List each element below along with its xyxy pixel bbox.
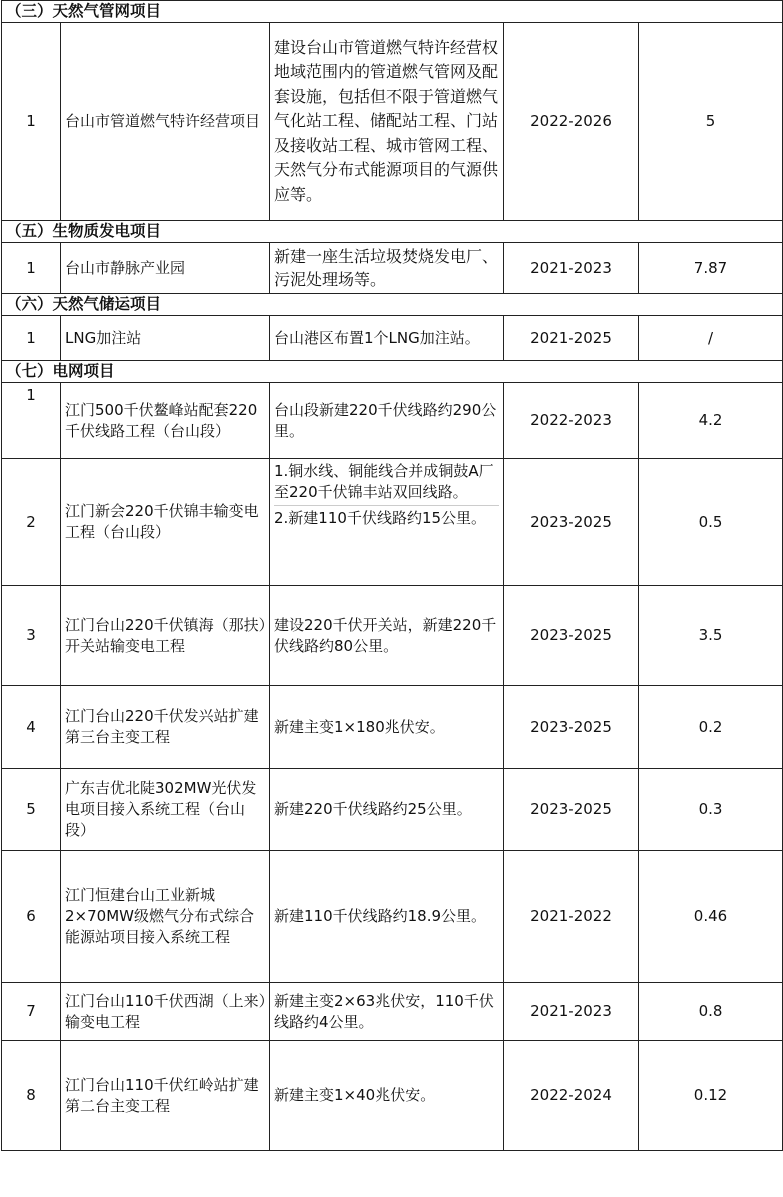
project-investment: 4.2	[639, 383, 783, 459]
table-row	[2, 316, 783, 361]
project-name: 台山市静脉产业园	[61, 243, 270, 294]
section-row	[2, 1, 783, 23]
project-content: 新建主变1×40兆伏安。	[270, 1041, 504, 1151]
project-investment: 0.8	[639, 983, 783, 1041]
content-item-1: 1.铜水线、铜能线合并成铜鼓A厂至220千伏锦丰站双回线路。	[274, 459, 499, 506]
row-number: 7	[2, 983, 61, 1041]
row-number: 1	[2, 23, 61, 221]
project-content: 新建110千伏线路约18.9公里。	[270, 851, 504, 983]
project-name: 江门500千伏鳌峰站配套220千伏线路工程（台山段）	[61, 383, 270, 459]
table-row	[2, 983, 783, 1041]
row-number: 1	[2, 243, 61, 294]
section-row	[2, 361, 783, 383]
project-investment: 0.2	[639, 686, 783, 769]
table-row	[2, 769, 783, 851]
project-investment: 0.46	[639, 851, 783, 983]
table-row	[2, 586, 783, 686]
project-name: 江门恒建台山工业新城2×70MW级燃气分布式综合能源站项目接入系统工程	[61, 851, 270, 983]
section-title-biomass: （五）生物质发电项目	[2, 221, 783, 243]
section-title-gas-network: （三）天然气管网项目	[2, 1, 783, 23]
project-content: 新建主变1×180兆伏安。	[270, 686, 504, 769]
project-investment: 0.3	[639, 769, 783, 851]
content-item-2: 2.新建110千伏线路约15公里。	[274, 509, 487, 527]
table-row	[2, 459, 783, 586]
project-investment: 3.5	[639, 586, 783, 686]
project-period: 2022-2023	[504, 383, 639, 459]
project-period: 2021-2025	[504, 316, 639, 361]
project-name: 广东吉优北陡302MW光伏发电项目接入系统工程（台山段）	[61, 769, 270, 851]
table-row	[2, 686, 783, 769]
project-name: LNG加注站	[61, 316, 270, 361]
project-investment: 5	[639, 23, 783, 221]
row-number: 3	[2, 586, 61, 686]
project-name: 江门台山220千伏镇海（那扶）开关站输变电工程	[61, 586, 270, 686]
table-row	[2, 851, 783, 983]
project-name: 江门台山110千伏红岭站扩建第二台主变工程	[61, 1041, 270, 1151]
project-period: 2022-2026	[504, 23, 639, 221]
project-name: 江门新会220千伏锦丰输变电工程（台山段）	[61, 459, 270, 586]
project-table	[1, 0, 783, 1151]
project-period: 2023-2025	[504, 769, 639, 851]
project-content: 新建主变2×63兆伏安，110千伏线路约4公里。	[270, 983, 504, 1041]
project-period: 2021-2022	[504, 851, 639, 983]
project-name: 江门台山220千伏发兴站扩建第三台主变工程	[61, 686, 270, 769]
project-name: 江门台山110千伏西湖（上来）输变电工程	[61, 983, 270, 1041]
project-investment: 7.87	[639, 243, 783, 294]
table-row	[2, 243, 783, 294]
project-period: 2021-2023	[504, 243, 639, 294]
table-row	[2, 1041, 783, 1151]
project-content: 新建一座生活垃圾焚烧发电厂、污泥处理场等。	[270, 243, 504, 294]
project-content: 新建220千伏线路约25公里。	[270, 769, 504, 851]
project-period: 2022-2024	[504, 1041, 639, 1151]
table-row	[2, 383, 783, 459]
project-name: 台山市管道燃气特许经营项目	[61, 23, 270, 221]
project-period: 2023-2025	[504, 586, 639, 686]
project-content	[270, 459, 504, 586]
row-number: 8	[2, 1041, 61, 1151]
project-period: 2023-2025	[504, 686, 639, 769]
section-title-gas-storage: （六）天然气储运项目	[2, 294, 783, 316]
row-number: 1	[2, 316, 61, 361]
section-row	[2, 221, 783, 243]
row-number: 1	[2, 383, 61, 459]
project-investment: 0.5	[639, 459, 783, 586]
row-number: 6	[2, 851, 61, 983]
project-period: 2023-2025	[504, 459, 639, 586]
row-number: 4	[2, 686, 61, 769]
project-content: 建设台山市管道燃气特许经营权地域范围内的管道燃气管网及配套设施，包括但不限于管道燃气气化站工程、储配站工程、门站及接收站工程、城市管网工程、天然气分布式能源项目的气源供应等。	[270, 23, 504, 221]
project-investment: /	[639, 316, 783, 361]
project-investment: 0.12	[639, 1041, 783, 1151]
project-content: 台山段新建220千伏线路约290公里。	[270, 383, 504, 459]
row-number: 2	[2, 459, 61, 586]
project-period: 2021-2023	[504, 983, 639, 1041]
table-row	[2, 23, 783, 221]
section-row	[2, 294, 783, 316]
section-title-grid: （七）电网项目	[2, 361, 783, 383]
project-content: 台山港区布置1个LNG加注站。	[270, 316, 504, 361]
project-content: 建设220千伏开关站，新建220千伏线路约80公里。	[270, 586, 504, 686]
row-number: 5	[2, 769, 61, 851]
